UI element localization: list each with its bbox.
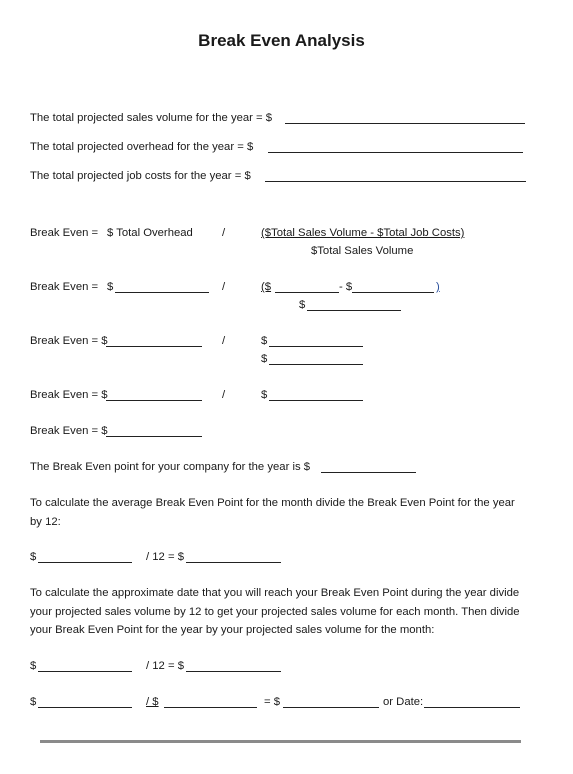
row4-overhead-field[interactable]	[106, 388, 202, 401]
monthly-divide: / 12 = $	[146, 551, 185, 563]
row4-slash: /	[222, 389, 226, 401]
approx-months-field[interactable]	[283, 695, 379, 708]
row2-dollar: $	[107, 281, 114, 293]
projected-job-costs-label: The total projected job costs for the year = $	[30, 170, 251, 182]
row2-slash: /	[222, 281, 226, 293]
approx-equals: = $	[264, 696, 281, 708]
row4-dollar: $	[261, 389, 268, 401]
approx-date-instructions: To calculate the approximate date that you will reach your Break Even Point during the year divide your projected sales volume by 12 to get your projected sales volume for each month. Then divide your Break Even Point for the year by your projected sales volume for the month:	[30, 587, 520, 636]
break-even-row3-label: Break Even = $	[30, 335, 108, 347]
monthly-average-instructions: To calculate the average Break Even Point for the month divide the Break Even Point for the year by 12:	[30, 497, 515, 528]
row3-bottom-dollar: $	[261, 353, 268, 365]
break-even-row4-label: Break Even = $	[30, 389, 108, 401]
approx-or-date: or Date:	[383, 696, 424, 708]
projected-job-costs-field[interactable]	[265, 169, 526, 182]
approx-slash-dollar: / $	[146, 696, 159, 708]
row2-minus: - $	[339, 281, 353, 293]
total-overhead-term: $ Total Overhead	[107, 227, 193, 239]
approx-dollar1: $	[30, 660, 37, 672]
formula-numerator: ($Total Sales Volume - $Total Job Costs)	[261, 227, 465, 239]
projected-overhead-label: The total projected overhead for the year = $	[30, 141, 254, 153]
row3-top-dollar: $	[261, 335, 268, 347]
formula-denominator: $Total Sales Volume	[311, 245, 414, 257]
row2-denom-field[interactable]	[307, 298, 401, 311]
approx-date-field[interactable]	[424, 695, 520, 708]
row2-open-paren: ($	[261, 281, 272, 293]
break-even-row5-label: Break Even = $	[30, 425, 108, 437]
row3-slash: /	[222, 335, 226, 347]
row3-top-field[interactable]	[269, 334, 363, 347]
monthly-dollar: $	[30, 551, 37, 563]
row2-denom-dollar: $	[299, 299, 306, 311]
page-title: Break Even Analysis	[198, 31, 365, 50]
row4-field[interactable]	[269, 388, 363, 401]
row2-close-paren: )	[436, 281, 440, 293]
footer-divider	[40, 740, 521, 743]
approx-monthly-field[interactable]	[164, 695, 257, 708]
break-even-formula-label: Break Even =	[30, 227, 99, 239]
divide-slash: /	[222, 227, 226, 239]
break-even-year-field[interactable]	[321, 460, 416, 473]
approx-monthly-sales-field[interactable]	[186, 659, 281, 672]
monthly-result-field[interactable]	[186, 550, 281, 563]
row3-overhead-field[interactable]	[106, 334, 202, 347]
projected-sales-label: The total projected sales volume for the year = $	[30, 112, 273, 124]
row2-sales-field[interactable]	[275, 280, 339, 293]
monthly-annual-field[interactable]	[38, 550, 132, 563]
row2-overhead-field[interactable]	[115, 280, 209, 293]
approx-breakeven-field[interactable]	[38, 695, 132, 708]
row2-jobcosts-field[interactable]	[352, 280, 434, 293]
break-even-year-label: The Break Even point for your company for the year is $	[30, 461, 311, 473]
row5-field[interactable]	[106, 424, 202, 437]
projected-sales-field[interactable]	[285, 111, 525, 124]
projected-overhead-field[interactable]	[268, 140, 523, 153]
approx-divide: / 12 = $	[146, 660, 185, 672]
row3-bottom-field[interactable]	[269, 352, 363, 365]
approx-sales-field[interactable]	[38, 659, 132, 672]
break-even-row2-label: Break Even =	[30, 281, 99, 293]
approx-dollar2: $	[30, 696, 37, 708]
